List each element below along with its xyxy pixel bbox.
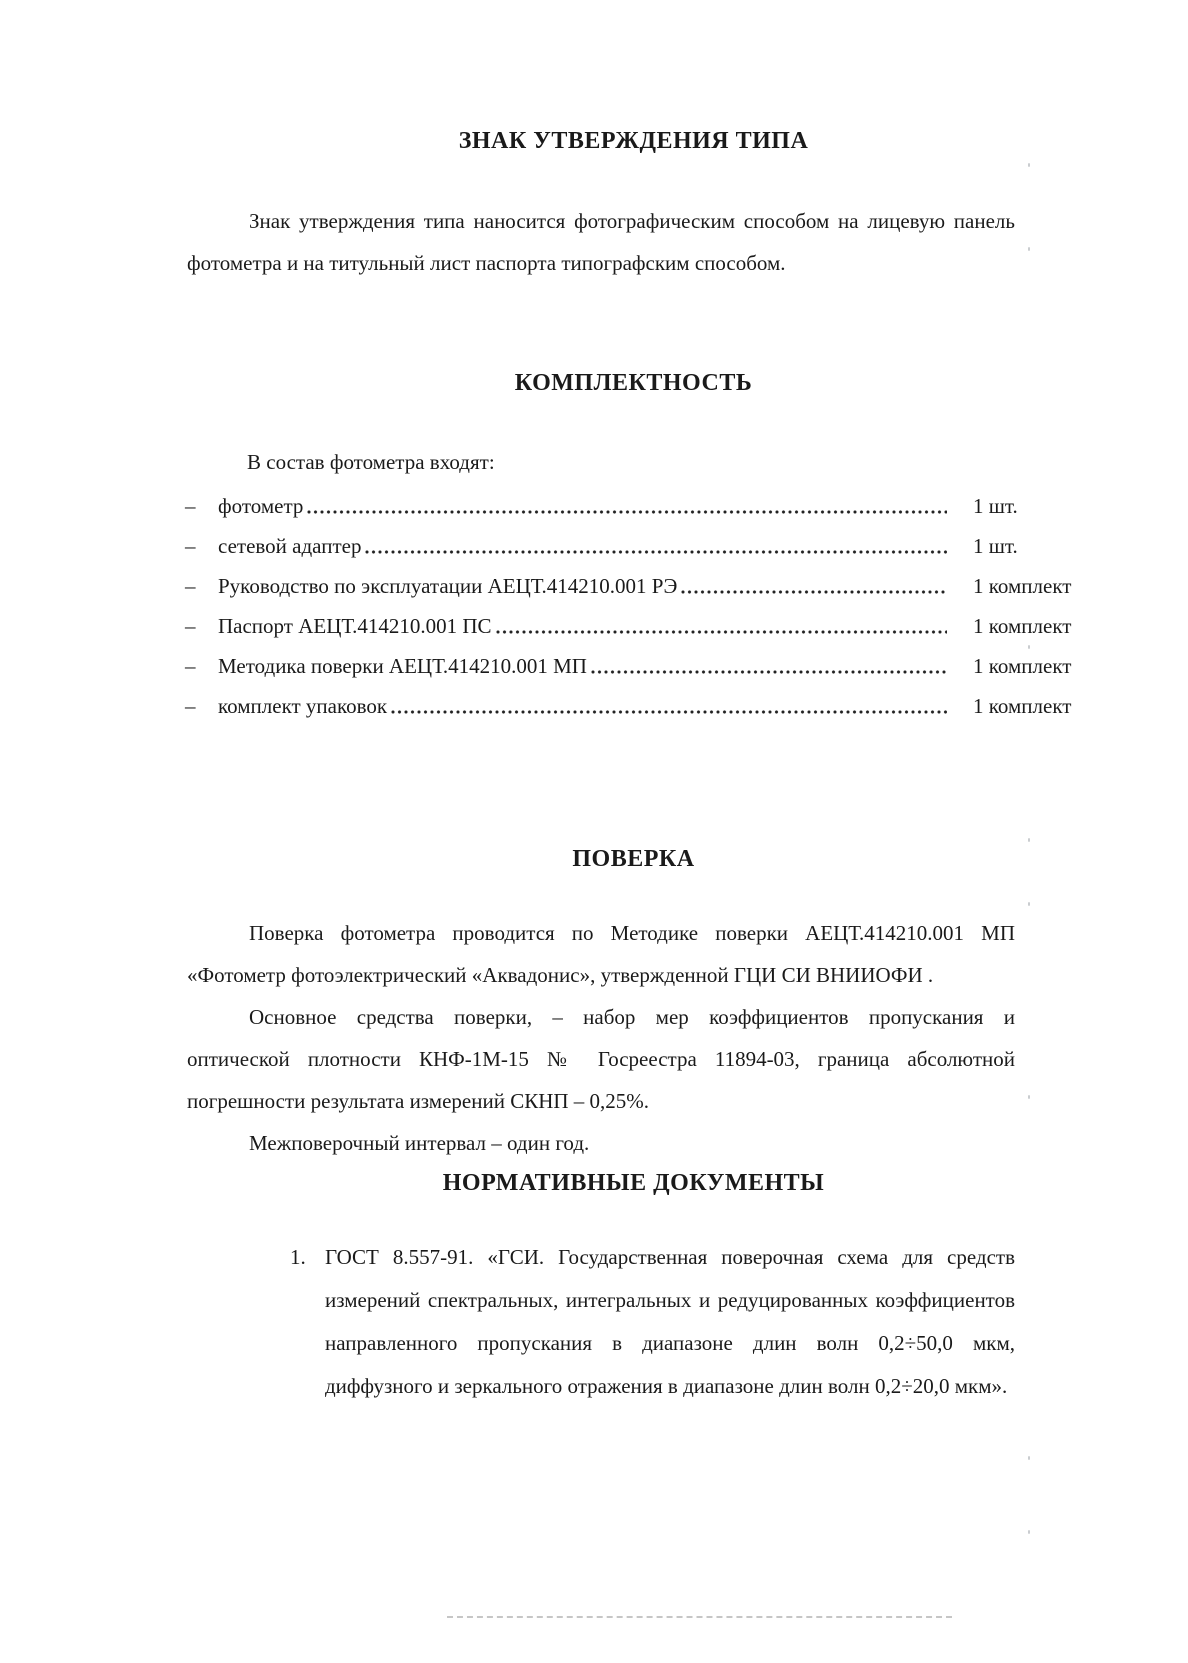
item-label: Методика поверки АЕЦТ.414210.001 МП [218,654,587,678]
paragraph-line: Межповерочный интервал – один год. [249,1131,590,1155]
section-title-type-approval: ЗНАК УТВЕРЖДЕНИЯ ТИПА [458,128,809,154]
scan-artifact-speck [1028,163,1030,167]
dash-bullet: – [185,614,196,638]
dash-bullet: – [185,694,196,718]
item-number: 1. [290,1245,306,1269]
item-quantity: 1 шт. [973,494,1018,518]
scan-artifact-speck [1028,902,1030,906]
dot-leader [390,686,947,726]
paragraph [187,996,1015,1122]
scan-artifact-speck [1028,838,1030,842]
verification-paragraphs [187,912,1015,1164]
scan-artifact-speck [1028,1530,1030,1534]
paragraph-line: погрешности результата измерений СКНП – 0,25%. [187,1089,650,1113]
item-label: комплект упаковок [218,694,388,718]
paragraph-line: Основное средства поверки, – набор мер коэффициентов пропускания и [249,1005,1015,1029]
item-quantity: 1 комплект [973,614,1072,638]
dash-bullet: – [185,534,196,558]
paragraph [187,912,1015,996]
dot-leader [495,606,947,646]
completeness-intro: В состав фотометра входят: [247,450,495,474]
scan-artifact-dashed-line [447,1616,952,1618]
item-quantity: 1 комплект [973,574,1072,598]
paragraph-line: диффузного и зеркального отражения в диапазоне длин волн 0,2÷20,0 мкм». [325,1374,1008,1398]
paragraph [187,1122,1015,1164]
item-label: Паспорт АЕЦТ.414210.001 ПС [218,614,492,638]
paragraph-line: ГОСТ 8.557-91. «ГСИ. Государственная поверочная схема для средств [325,1245,1015,1269]
dash-bullet: – [185,574,196,598]
normative-list-item [290,1236,1015,1408]
item-quantity: 1 комплект [973,654,1072,678]
dot-leader [590,646,947,686]
list-item [185,566,1080,606]
item-quantity: 1 шт. [973,534,1018,558]
dot-leader [680,566,947,606]
list-item [185,606,1080,646]
dot-leader [306,486,947,526]
paragraph-line: Знак утверждения типа наносится фотографическим способом на лицевую панель [249,209,1015,233]
paragraph-line: направленного пропускания в диапазоне длин волн 0,2÷50,0 мкм, [325,1331,1015,1355]
paragraph-line: оптической плотности КНФ-1М-15 № Госреестра 11894-03, граница абсолютной [187,1047,1015,1071]
section-title-completeness: КОМПЛЕКТНОСТЬ [514,370,753,396]
scan-artifact-speck [1028,1095,1030,1099]
dash-bullet: – [185,494,196,518]
item-text [325,1236,1015,1408]
completeness-list [185,486,1080,726]
scan-artifact-speck [1028,1456,1030,1460]
dash-bullet: – [185,654,196,678]
list-item [185,486,1080,526]
item-quantity: 1 комплект [973,694,1072,718]
item-label: Руководство по эксплуатации АЕЦТ.414210.001 РЭ [218,574,678,598]
dot-leader [364,526,947,566]
paragraph-line: Поверка фотометра проводится по Методике поверки АЕЦТ.414210.001 МП [249,921,1015,945]
item-label: фотометр [218,494,304,518]
scan-artifact-speck [1028,645,1030,649]
type-approval-paragraph [187,200,1015,284]
list-item [185,686,1080,726]
paragraph-line: «Фотометр фотоэлектрический «Аквадонис», утвержденной ГЦИ СИ ВНИИОФИ . [187,963,934,987]
item-label: сетевой адаптер [218,534,362,558]
scan-artifact-speck [1028,247,1030,251]
paragraph-line: фотометра и на титульный лист паспорта типографским способом. [187,251,786,275]
list-item [185,646,1080,686]
section-title-verification: ПОВЕРКА [572,846,695,872]
list-item [185,526,1080,566]
section-title-normative-documents: НОРМАТИВНЫЕ ДОКУМЕНТЫ [442,1170,825,1196]
paragraph-line: измерений спектральных, интегральных и редуцированных коэффициентов [325,1288,1015,1312]
